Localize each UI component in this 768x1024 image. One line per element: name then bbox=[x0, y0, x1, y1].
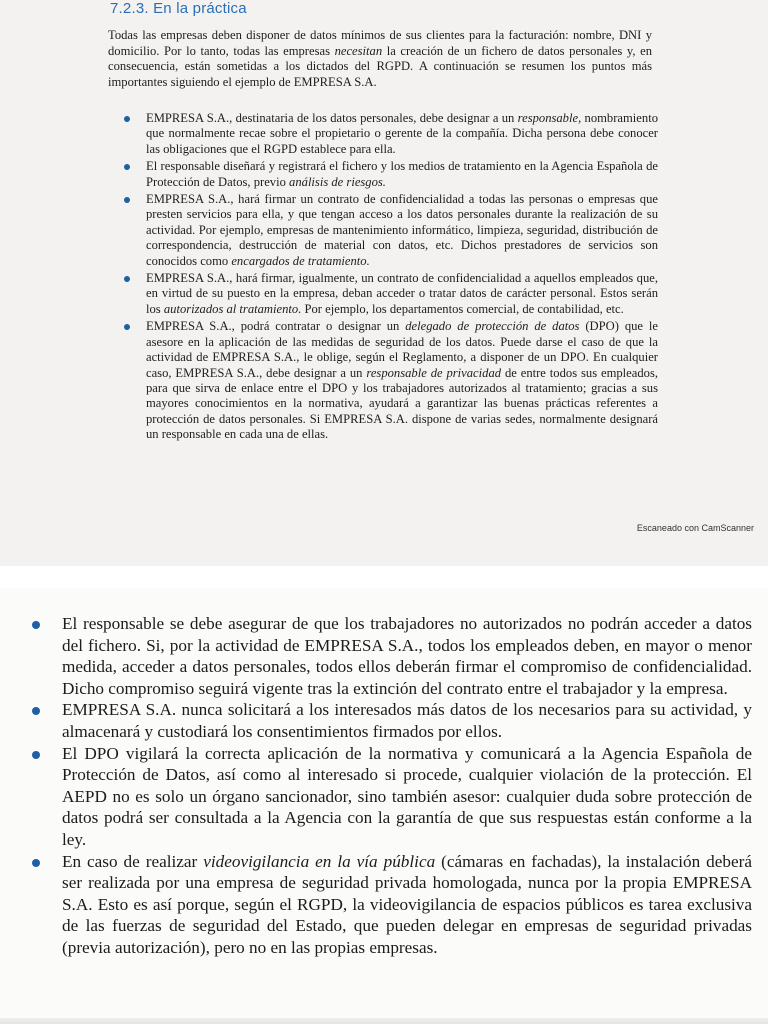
bullet-dot-icon bbox=[32, 621, 40, 629]
text-run: EMPRESA S.A., podrá contratar o designar un bbox=[146, 319, 406, 334]
bullet-item bbox=[30, 613, 752, 699]
text-run: El responsable diseñará y registrará el fichero y los medios de tratamiento en la Agencia Española de Protección de Datos, previo bbox=[146, 159, 658, 189]
bullet-dot-icon bbox=[32, 751, 40, 759]
intro-paragraph bbox=[108, 28, 652, 90]
bullet-dot-icon bbox=[124, 197, 130, 203]
text-run: EMPRESA S.A. nunca solicitará a los interesados más datos de los necesarios para su actividad, y almacenará y custodiará los consentimientos firmados por ellos. bbox=[62, 700, 752, 741]
bullet-list-bottom bbox=[30, 613, 752, 959]
page-gap bbox=[0, 566, 768, 588]
text-run: El DPO vigilará la correcta aplicación de la normativa y comunicará a la Agencia Española de Protección de Datos, así como al interesado si procede, cualquier violación de la protección. El AEPD no es solo un órgano sancionador, sino también asesor: cualquier duda sobre protección de datos podrá ser consultada a la Agencia con la garantía de que sus respuestas están conforme a la ley. bbox=[62, 743, 752, 849]
text-run: Por ejemplo, los departamentos comercial, de contabilidad, etc. bbox=[301, 301, 624, 316]
bullet-dot-icon bbox=[124, 276, 130, 282]
text-run: EMPRESA S.A., destinataria de los datos personales, debe designar a un bbox=[146, 111, 518, 125]
italic-term: análisis de riesgos. bbox=[289, 174, 386, 189]
bullet-dot-icon bbox=[32, 707, 40, 715]
bullet-item bbox=[30, 851, 752, 959]
text-run: EMPRESA S.A., hará firmar un contrato de confidencialidad a todas las personas o empresas que presten servicios para ella, y que tengan acceso a los datos personales durante la realización de su actividad. Por ejemplo, empresas de mantenimiento informático, limpieza, seguridad, distribución de correspondencia, destrucción de material con datos, etc. Dichos prestadores de servicios son conocidos como bbox=[146, 192, 658, 268]
italic-term: delegado de protección de datos bbox=[405, 319, 580, 334]
italic-term: responsable, bbox=[517, 111, 582, 125]
text-run: la creación de un fichero de datos personales y, en consecuencia, están sometidas a los dictados del RGPD. A continuación se resumen los puntos más importantes siguiendo el ejemplo de EMPRESA S.A. bbox=[108, 43, 653, 89]
bullet-item bbox=[30, 699, 752, 742]
italic-term: autorizados al tratamiento. bbox=[163, 301, 302, 316]
text-run: En caso de realizar bbox=[62, 851, 204, 871]
text-run: El responsable se debe asegurar de que los trabajadores no autorizados no podrán acceder a datos del fichero. Si, por la actividad de EMPRESA S.A., todos los empleados deben, en mayor o menor medida, acceder a datos personales, todos ellos deberán firmar el compromiso de confidencialidad. Dicho compromiso seguirá vigente tras la extinción del contrato entre el trabajador y la empresa. bbox=[62, 614, 752, 698]
text-run: de entre todos sus empleados, para que sirva de enlace entre el DPO y los trabajadores autorizados al tratamiento; gracias a sus mayores conocimientos en la normativa, ayudará a garantizar las buenas prácticas referentes a protección de datos personales. Si EMPRESA S.A. dispone de varias sedes, normalmente designará un responsable en cada una de ellas. bbox=[146, 365, 658, 442]
bullet-item bbox=[120, 159, 658, 190]
bullet-item bbox=[120, 319, 658, 442]
italic-term: encargados de tratamiento. bbox=[231, 253, 370, 268]
text-run: (cámaras en fachadas), la instalación deberá ser realizada por una empresa de seguridad privada homologada, nunca por la propia EMPRESA S.A. Esto es así porque, según el RGPD, la videovigilancia de espacios públicos es tarea exclusiva de las fuerzas de seguridad del Estado, que pueden delegar en empresas de seguridad privadas (previa autorización), pero no en las propias empresas. bbox=[62, 851, 752, 957]
bullet-item bbox=[120, 192, 658, 269]
bullet-list-top bbox=[120, 111, 658, 445]
scanner-watermark: Escaneado con CamScanner bbox=[636, 523, 754, 533]
bullet-item bbox=[30, 743, 752, 851]
bullet-dot-icon bbox=[124, 116, 130, 122]
text-run: Todas las empresas deben disponer de datos mínimos de sus clientes para la facturación: nombre, DNI y domicilio. Por lo tanto, todas las empresas bbox=[108, 28, 652, 58]
scanned-page-bottom bbox=[0, 588, 768, 1024]
bullet-dot-icon bbox=[124, 324, 130, 330]
page-edge bbox=[0, 1018, 768, 1024]
text-run: (DPO) que le asesore en la aplicación de las medidas de seguridad de los datos. Puede darse el caso de que la actividad de EMPRESA S.A., le oblige, según el Reglamento, a disponer de un DPO. En cualquier caso, EMPRESA S.A., debe designar a un bbox=[146, 319, 658, 380]
text-run: nombramiento que normalmente recae sobre el propietario o gerente de la compañía. Dicha persona debe conocer las obligaciones que el RGPD establece para ella. bbox=[146, 111, 658, 156]
bullet-item bbox=[120, 111, 658, 157]
bullet-item bbox=[120, 271, 658, 317]
section-title: 7.2.3. En la práctica bbox=[110, 0, 247, 17]
italic-term: responsable de privacidad bbox=[366, 365, 502, 380]
bullet-dot-icon bbox=[124, 164, 130, 170]
italic-term: necesitan bbox=[334, 43, 383, 58]
italic-term: videovigilancia en la vía pública bbox=[203, 851, 436, 871]
text-run: EMPRESA S.A., hará firmar, igualmente, un contrato de confidencialidad a aquellos empleados que, en virtud de su puesto en la empresa, deban acceder o tratar datos de carácter personal. Estos serán los bbox=[146, 271, 658, 316]
bullet-dot-icon bbox=[32, 859, 40, 867]
